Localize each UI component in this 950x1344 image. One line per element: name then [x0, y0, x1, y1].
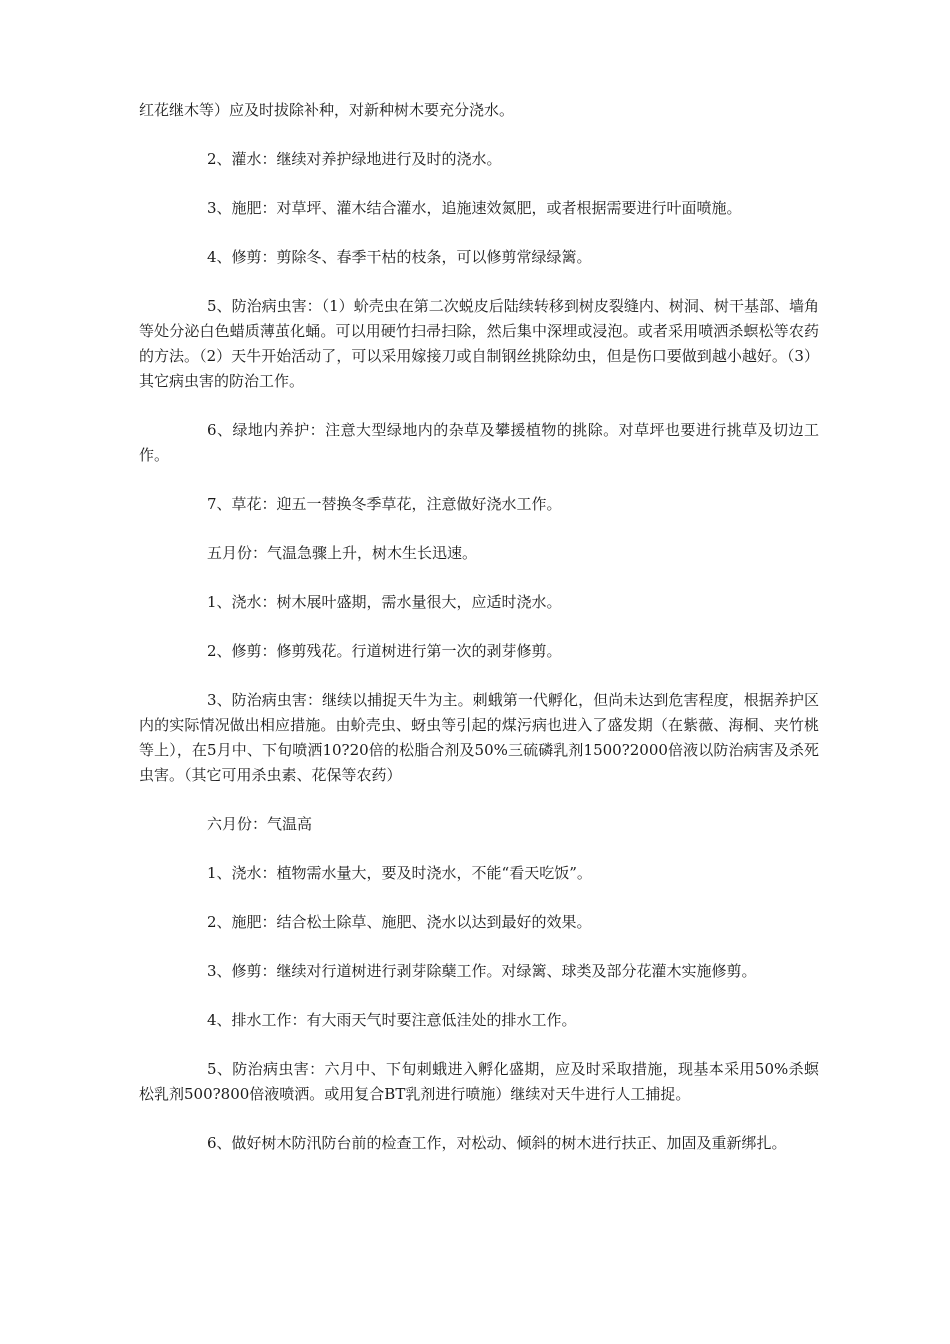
paragraph-may-pest-control: 3、防治病虫害：继续以捕捉天牛为主。刺蛾第一代孵化，但尚未达到危害程度，根据养护区内的实际情况做出相应措施。由蚧壳虫、蚜虫等引起的煤污病也进入了盛发期（在紫薇、海桐、夹竹桃等上），在5月中、下旬喷洒10?20倍的松脂合剂及50%三硫磷乳剂1500?2000倍液以防治病害及杀死虫害。（其它可用杀虫素、花保等农药） [139, 691, 819, 784]
paragraph-flowers: 7、草花：迎五一替换冬季草花，注意做好浇水工作。 [207, 495, 562, 513]
paragraph-may-watering: 1、浇水：树木展叶盛期，需水量很大，应适时浇水。 [207, 593, 562, 611]
paragraph-pruning: 4、修剪：剪除冬、春季干枯的枝条，可以修剪常绿绿篱。 [207, 248, 592, 266]
paragraph-june-watering: 1、浇水：植物需水量大，要及时浇水，不能“看天吃饭”。 [207, 864, 592, 882]
paragraph-june-pest-control: 5、防治病虫害：六月中、下旬刺蛾进入孵化盛期，应及时采取措施，现基本采用50%杀螟松乳剂500?800倍液喷洒。或用复合BT乳剂进行喷施）继续对天牛进行人工捕捉。 [139, 1060, 819, 1103]
paragraph-june-pruning: 3、修剪：继续对行道树进行剥芽除蘖工作。对绿篱、球类及部分花灌木实施修剪。 [207, 962, 757, 980]
document-body [139, 98, 819, 1180]
paragraph-irrigation: 2、灌水：继续对养护绿地进行及时的浇水。 [207, 150, 502, 168]
paragraph-june-typhoon-check: 6、做好树木防汛防台前的检查工作，对松动、倾斜的树木进行扶正、加固及重新绑扎。 [207, 1134, 787, 1152]
heading-may: 五月份：气温急骤上升，树木生长迅速。 [207, 544, 478, 562]
paragraph-fertilizing: 3、施肥：对草坪、灌木结合灌水，追施速效氮肥，或者根据需要进行叶面喷施。 [207, 199, 742, 217]
paragraph-june-fertilizing: 2、施肥：结合松土除草、施肥、浇水以达到最好的效果。 [207, 913, 592, 931]
paragraph-june-drainage: 4、排水工作：有大雨天气时要注意低洼处的排水工作。 [207, 1011, 577, 1029]
heading-june: 六月份：气温高 [207, 815, 313, 833]
paragraph-may-pruning: 2、修剪：修剪残花。行道树进行第一次的剥芽修剪。 [207, 642, 562, 660]
paragraph-continuation: 红花继木等）应及时拔除补种，对新种树木要充分浇水。 [139, 101, 515, 119]
paragraph-greenbelt-care: 6、绿地内养护：注意大型绿地内的杂草及攀援植物的挑除。对草坪也要进行挑草及切边工作。 [139, 421, 819, 464]
paragraph-pest-control: 5、防治病虫害：（1）蚧壳虫在第二次蜕皮后陆续转移到树皮裂缝内、树洞、树干基部、墙角等处分泌白色蜡质薄茧化蛹。可以用硬竹扫帚扫除，然后集中深埋或浸泡。或者采用喷洒杀螟松等农药的方法。（2）天牛开始活动了，可以采用嫁接刀或自制钢丝挑除幼虫，但是伤口要做到越小越好。（3）其它病虫害的防治工作。 [139, 297, 819, 390]
